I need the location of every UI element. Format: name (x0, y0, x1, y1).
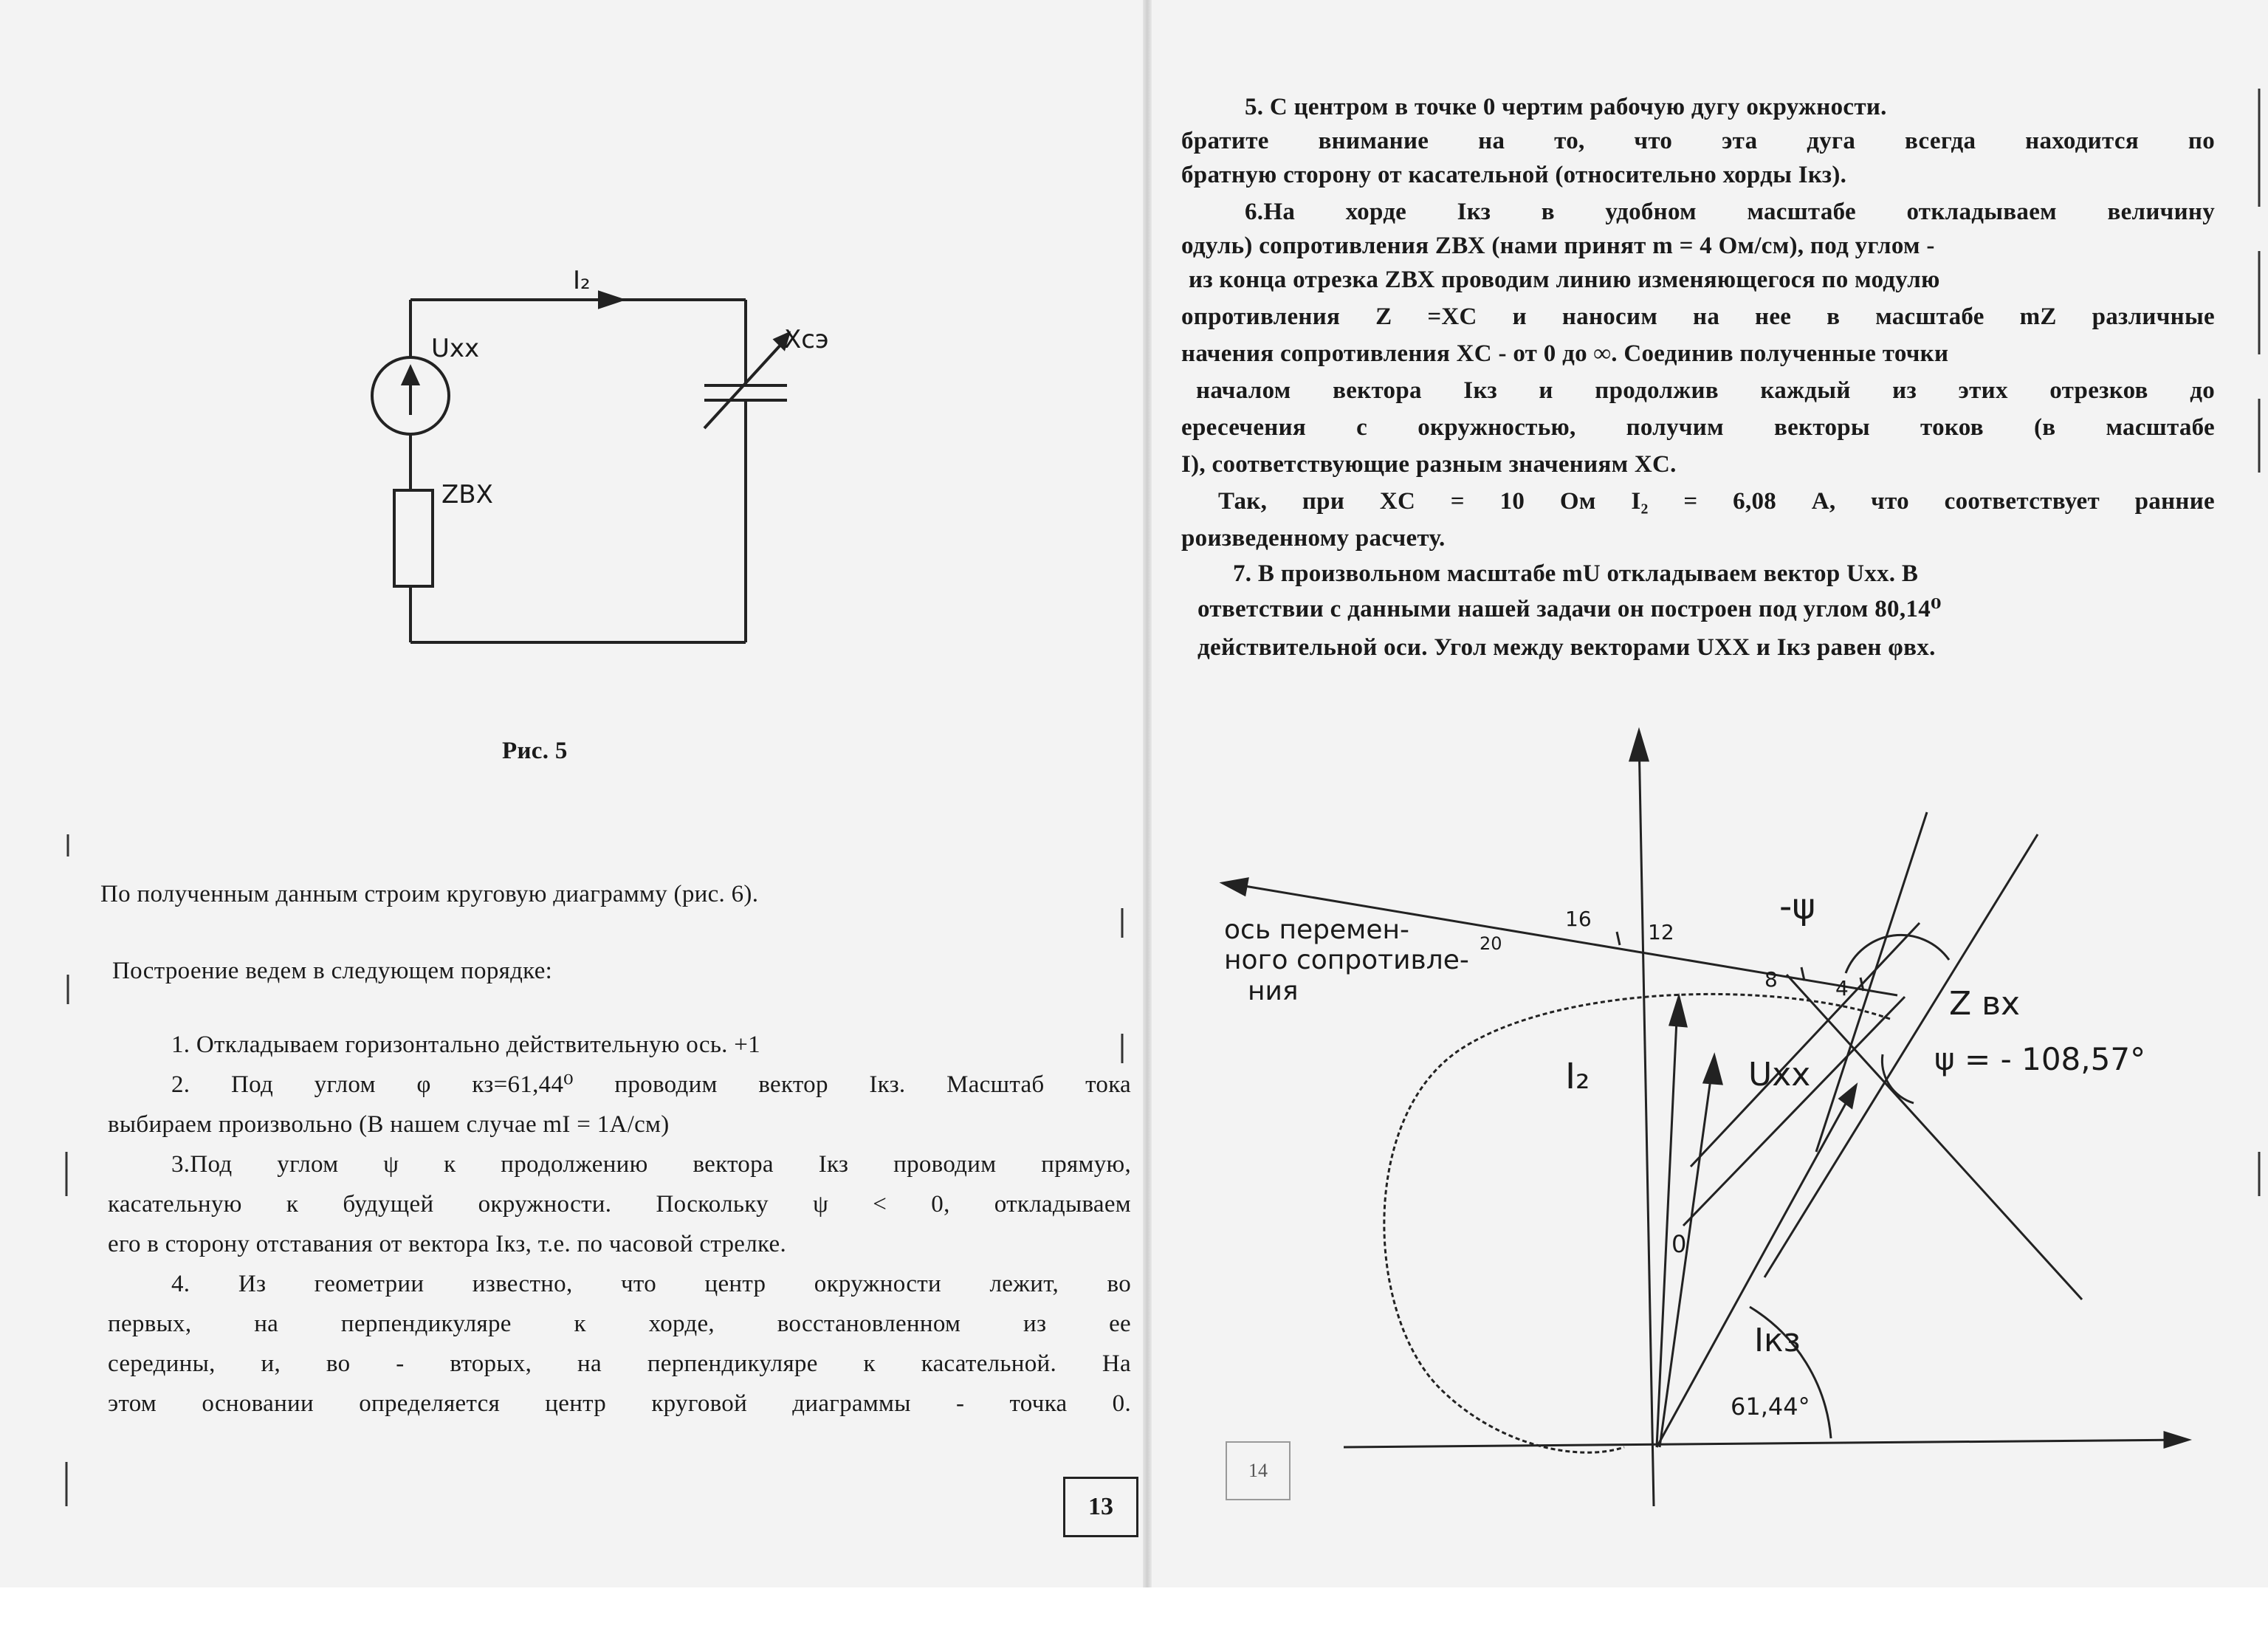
capacitor-label: Xсэ (784, 325, 829, 354)
step-line-6: его в сторону отставания от вектора Iкз, т.е. по часовой стрелке. (108, 1231, 787, 1257)
step-line-2: 2. Под углом φ кз=61,44⁰ проводим вектор Iкз. Масштаб тока (171, 1071, 1131, 1098)
scale-tick-8: 8 (1764, 967, 1778, 992)
ikz-label: Iкз (1754, 1322, 1801, 1359)
step-line-8: первых, на перпендикуляре к хорде, восстановленном из ее (108, 1311, 1131, 1337)
right-line-4: 6.На хорде Iкз в удобном масштабе откладываем величину (1245, 199, 2215, 225)
scale-tick-20: 20 (1480, 933, 1502, 954)
left-page (0, 0, 1143, 1587)
current-label: I₂ (573, 266, 591, 295)
step-line-3: выбираем произвольно (В нашем случае mI = 1А/см) (108, 1111, 670, 1138)
right-line-12: Так, при XC = 10 Ом I₂ = 6,08 А, что соответствует ранние (1218, 488, 2215, 515)
right-line-13: роизведенному расчету. (1181, 525, 1446, 552)
axis-label-line-2: ного сопротивле- (1224, 945, 1469, 975)
step-line-4: 3.Под углом ψ к продолжению вектора Iкз проводим прямую, (171, 1151, 1131, 1178)
right-line-16: действительной оси. Угол между векторами UXX и Iкз равен φвх. (1197, 634, 1936, 661)
right-line-2: братите внимание на то, что эта дуга всегда находится по (1181, 128, 2215, 154)
center-label: 0 (1671, 1230, 1687, 1258)
right-line-1: 5. С центром в точке 0 чертим рабочую дугу окружности. (1245, 94, 1887, 120)
right-line-11: I), соответствующие разным значениям XC. (1181, 451, 1677, 478)
i2-label: I₂ (1565, 1056, 1590, 1097)
right-line-8: начения сопротивления XC - от 0 до ∞. Соединив полученные точки (1181, 340, 1949, 367)
scale-tick-12: 12 (1648, 920, 1674, 944)
uxx-label: Uхх (1748, 1056, 1811, 1093)
page-number-13: 13 (1063, 1477, 1138, 1537)
axis-label-line-1: ось перемен- (1224, 915, 1409, 945)
right-line-15: ответствии с данными нашей задачи он построен под углом 80,14⁰ (1197, 596, 1942, 622)
right-line-6: из конца отрезка ZВХ проводим линию изменяющегося по модулю (1189, 267, 1940, 293)
axis-label-line-3: ния (1248, 976, 1299, 1006)
right-line-10: ересечения с окружностью, получим векторы токов (в масштабе (1181, 414, 2215, 441)
scan-margin (0, 1587, 2268, 1648)
zvx-label: Z вх (1949, 985, 2021, 1023)
step-line-5: касательную к будущей окружности. Поскольку ψ < 0, откладываем (108, 1191, 1131, 1218)
impedance-label: ZВХ (441, 480, 493, 509)
figure-5-caption: Рис. 5 (502, 738, 568, 764)
step-line-7: 4. Из геометрии известно, что центр окружности лежит, во (171, 1271, 1131, 1297)
intro-line-2: Построение ведем в следующем порядке: (112, 958, 553, 984)
psi-value-label: ψ = - 108,57° (1934, 1041, 2146, 1077)
voltage-label: Uхх (431, 334, 480, 363)
scale-tick-16: 16 (1565, 907, 1592, 931)
right-line-14: 7. В произвольном масштабе mU откладываем вектор Uхх. В (1233, 560, 1919, 587)
right-line-7: опротивления Z =XC и наносим на нее в масштабе mZ различные (1181, 303, 2215, 330)
intro-line-1: По полученным данным строим круговую диаграмму (рис. 6). (100, 881, 759, 907)
step-line-1: 1. Откладываем горизонтально действительную ось. +1 (171, 1031, 760, 1058)
page-number-14: 14 (1226, 1441, 1291, 1500)
step-line-10: этом основании определяется центр круговой диаграммы - точка 0. (108, 1390, 1131, 1417)
right-line-9: началом вектора Iкз и продолжив каждый из этих отрезков до (1196, 377, 2215, 404)
right-margin-marks (1152, 0, 2268, 1587)
angle-label: 61,44° (1731, 1393, 1810, 1421)
left-margin-marks (0, 0, 1143, 1587)
scale-tick-4: 4 (1835, 976, 1849, 1000)
right-page (1152, 0, 2268, 1587)
page-fold (1143, 0, 1152, 1587)
right-line-5: одуль) сопротивления ZВХ (нами принят m = 4 Ом/см), под углом - (1181, 233, 1935, 259)
minus-psi-label: -ψ (1779, 886, 1815, 927)
step-line-9: середины, и, во - вторых, на перпендикуляре к касательной. На (108, 1350, 1131, 1377)
right-line-3: братную сторону от касательной (относительно хорды Iкз). (1181, 162, 1847, 188)
